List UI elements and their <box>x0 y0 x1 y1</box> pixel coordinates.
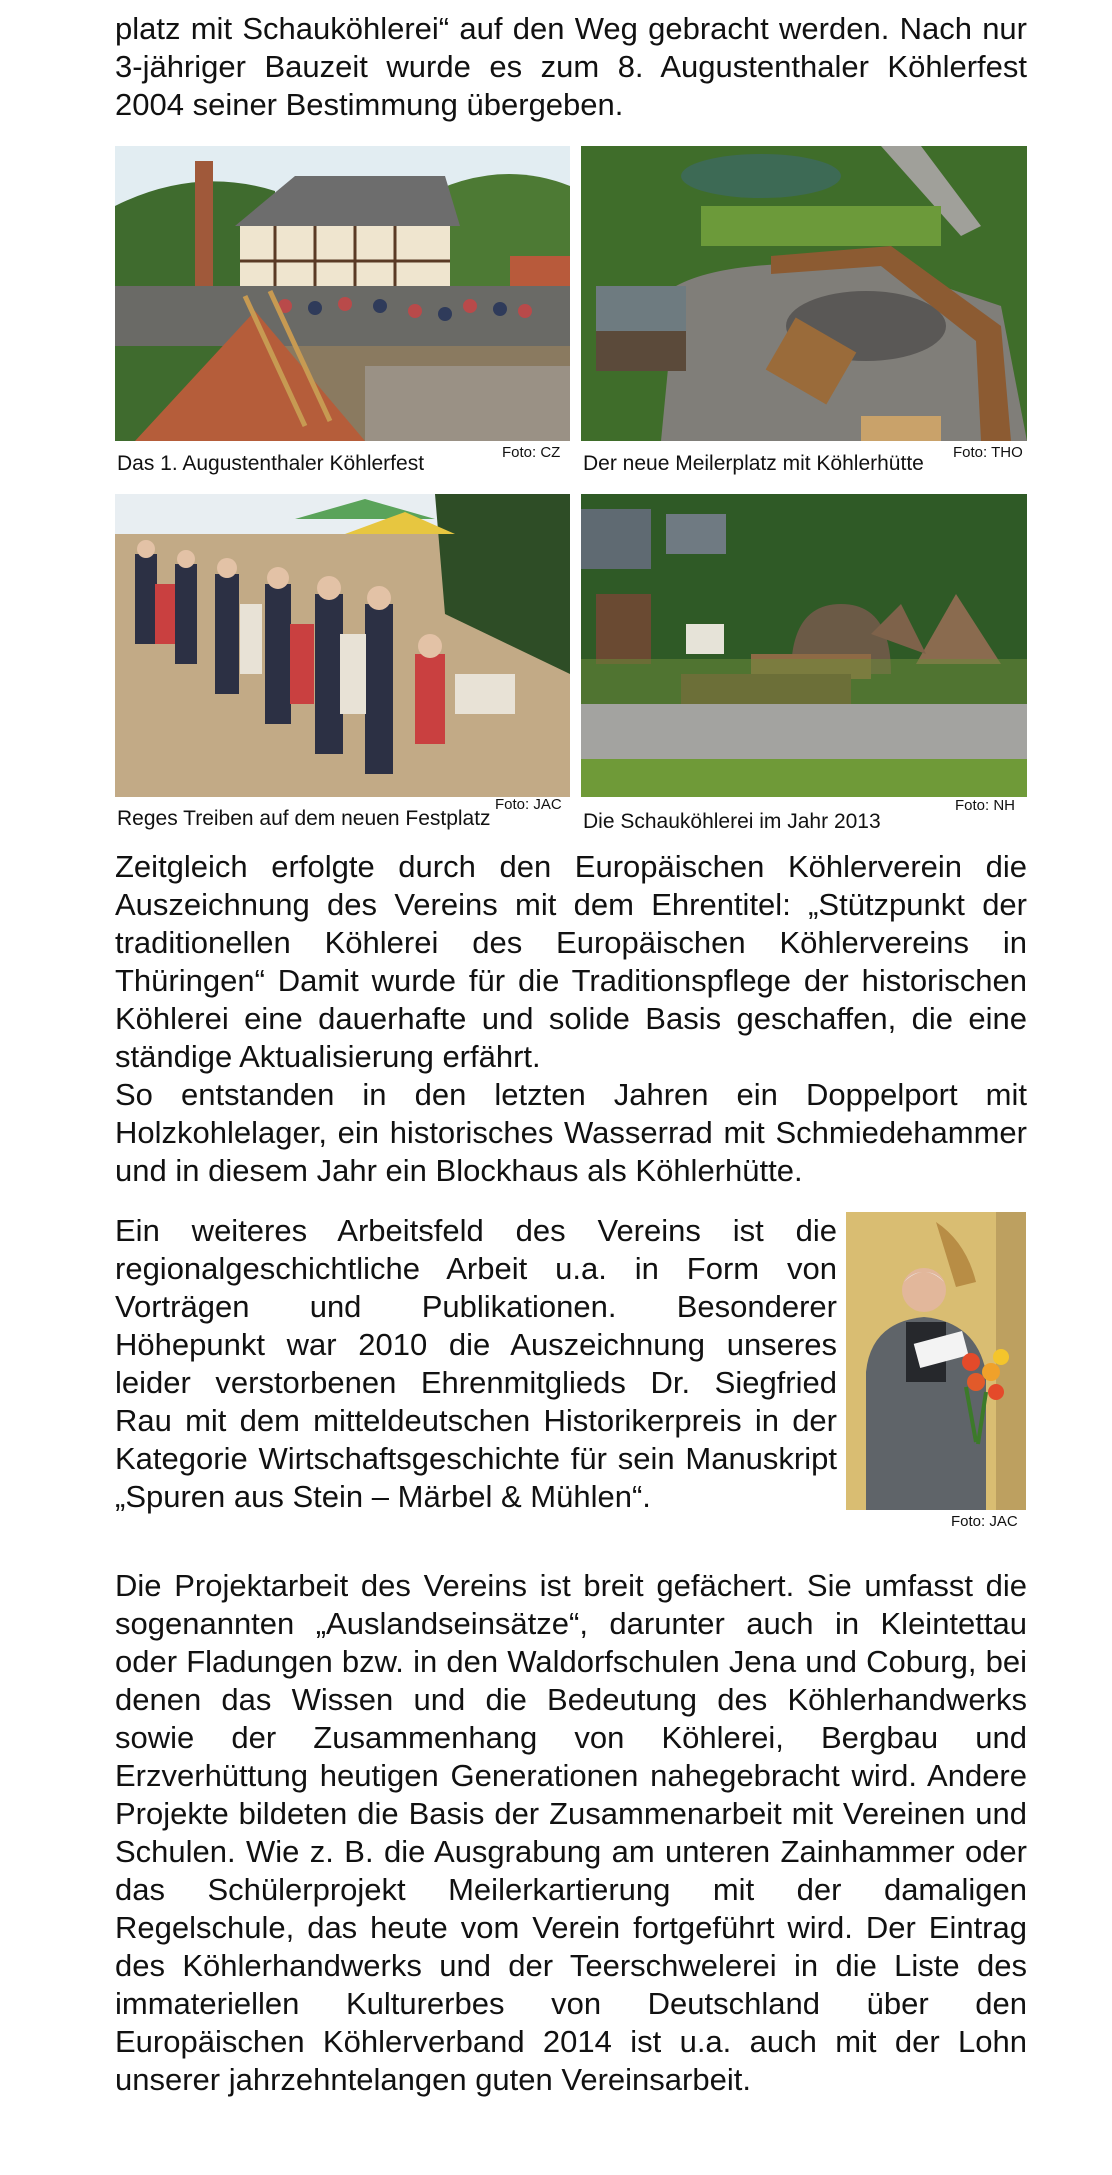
photo-honorary-member-image <box>846 1212 1026 1510</box>
photo-first-festival-image <box>115 146 570 441</box>
intro-paragraph <box>115 10 1027 124</box>
caption-photo-3: Reges Treiben auf dem neuen Festplatz <box>117 807 491 830</box>
caption-photo-2: Der neue Meilerplatz mit Köhlerhütte <box>583 452 924 475</box>
intro-text: platz mit Schauköhlerei“ auf den Weg gebracht werden. Nach nur 3-jähriger Bauzeit wurde es zum 8. Augustenthaler Köhlerfest 2004 seiner Bestimmung übergeben. <box>115 11 1027 122</box>
caption-photo-4: Die Schauköhlerei im Jahr 2013 <box>583 810 881 833</box>
paragraph-award: Zeitgleich erfolgte durch den Europäischen Köhlerverein die Auszeichnung des Vereins mit dem Ehrentitel: „Stützpunkt der traditionellen Köhlerei des Europäischen Köhlervereins in Thüringen“ Damit wurde für die Traditionspflege der historischen Köhlerei eine dauerhafte und solide Basis geschaffen, die eine ständige Aktualisierung erfährt. <box>115 849 1027 1074</box>
paragraph-recent-buildings: So entstanden in den letzten Jahren ein Doppelport mit Holzkohlelager, ein historisches Wasserrad mit Schmiedehammer und in diesem Jahr ein Blockhaus als Köhlerhütte. <box>115 1077 1027 1188</box>
photo-schaukoehlerei-2013-image <box>581 494 1027 797</box>
photo-honorary-member <box>846 1212 1026 1510</box>
credit-photo-4: Foto: NH <box>955 797 1016 814</box>
paragraph-project-work: Die Projektarbeit des Vereins ist breit gefächert. Sie umfasst die sogenannten „Auslandseinsätze“, darunter auch in Kleintettau oder Fladungen bzw. in den Waldorfschulen Jena und Coburg, bei denen das Wissen und die Bedeutung des Köhlerhandwerks sowie der Zusammenhang von Köhlerei, Bergbau und Erzverhüttung heutigen Generationen nahegebracht wird. Andere Projekte bildeten die Basis der Zusammenarbeit mit Vereinen und Schulen. Wie z. B. die Ausgrabung am unteren Zainhammer oder das Schülerprojekt Meilerkartierung mit der damaligen Regelschule, das heute vom Verein fortgeführt wird. Der Eintrag des Köhlerhandwerks und der Teerschwelerei in die Liste des immateriellen Kulturerbes von Deutschland über den Europäischen Köhlerverband 2014 ist u.a. auch mit der Lohn unserer jahrzehntelangen guten Vereinsarbeit. <box>115 1568 1027 2097</box>
caption-photo-1: Das 1. Augustenthaler Köhlerfest <box>117 452 425 475</box>
regional-history-section <box>115 1212 837 1516</box>
credit-photo-3: Foto: JAC <box>495 796 562 813</box>
paragraph-regional-history: Ein weiteres Arbeitsfeld des Vereins ist die regionalgeschichtliche Arbeit u.a. in Form von Vorträgen und Publikationen. Besonderer Höhepunkt war 2010 die Auszeichnung unseres leider verstorbenen Ehrenmitglieds Dr. Siegfried Rau mit dem mitteldeutschen Historikerpreis in der Kategorie Wirtschaftsgeschichte für sein Manuskript „Spuren aus Stein – Märbel & Mühlen“. <box>115 1213 837 1514</box>
credit-photo-5: Foto: JAC <box>951 1513 1018 1530</box>
final-text <box>115 1567 1027 2099</box>
photo-first-festival <box>115 146 570 441</box>
photo-schaukoehlerei-2013 <box>581 494 1027 797</box>
photo-festival-crowd-image <box>115 494 570 797</box>
photo-new-meiler-site-image <box>581 146 1027 441</box>
middle-text <box>115 848 1027 1190</box>
photo-new-meiler-site <box>581 146 1027 441</box>
credit-photo-2: Foto: THO <box>953 444 1023 461</box>
credit-photo-1: Foto: CZ <box>502 444 561 461</box>
photo-festival-crowd <box>115 494 570 797</box>
